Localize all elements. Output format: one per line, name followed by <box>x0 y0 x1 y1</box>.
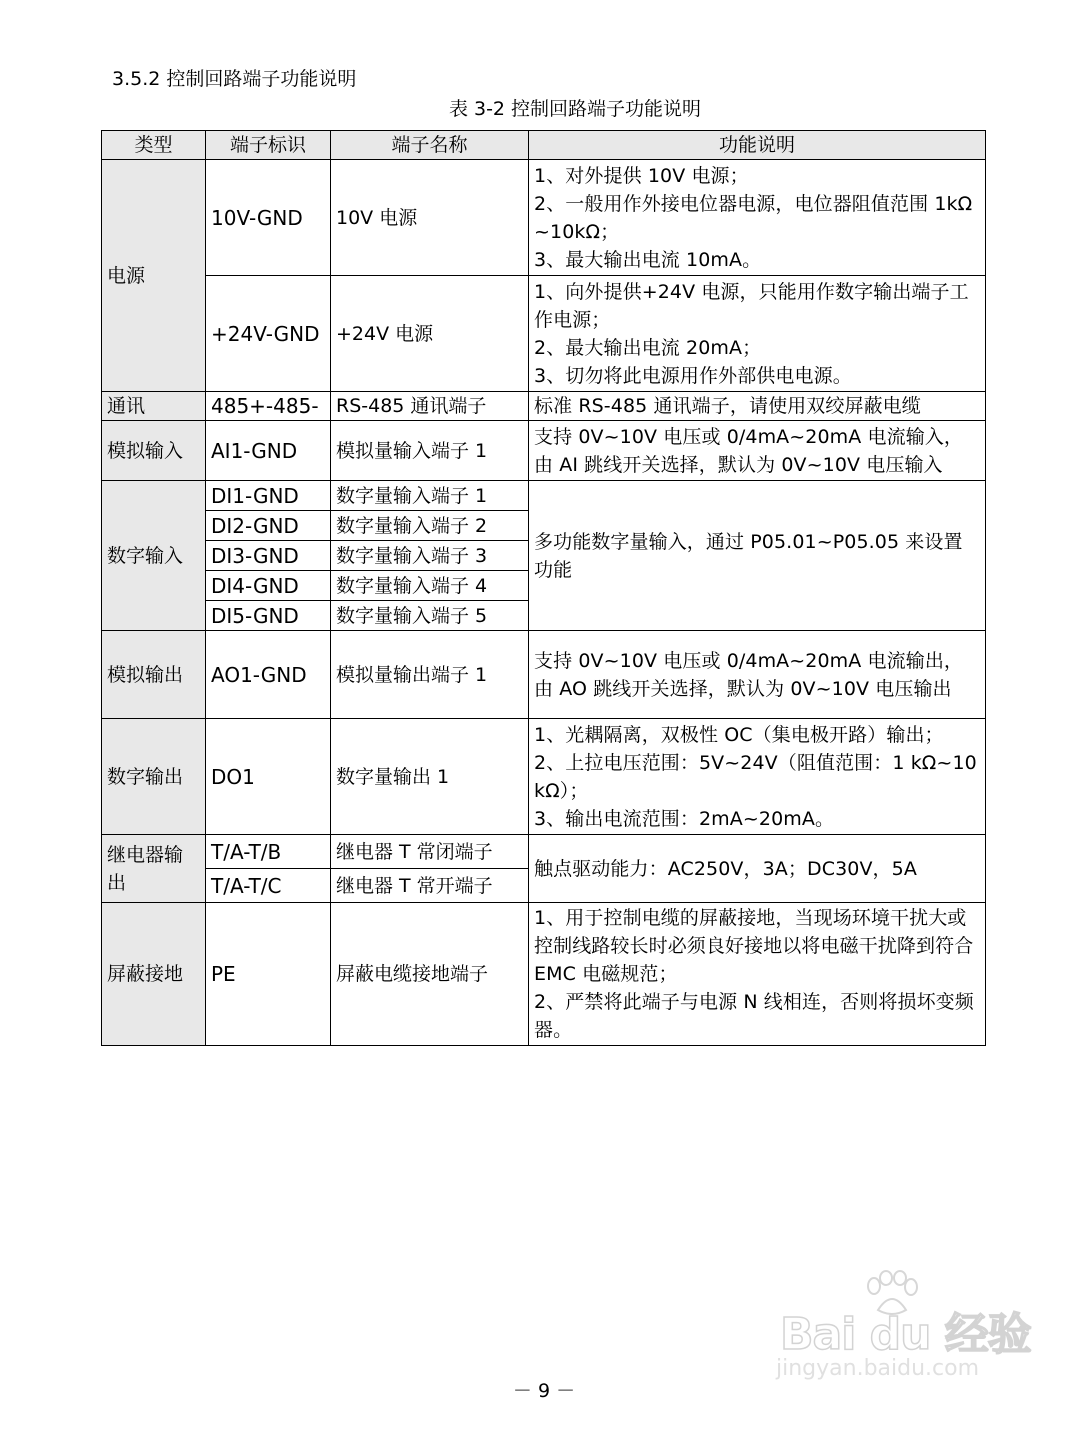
terminal-id-cell: T/A-T/C <box>206 869 331 903</box>
table-caption: 表 3-2 控制回路端子功能说明 <box>448 98 702 120</box>
terminal-name-cell: RS-485 通讯端子 <box>331 392 529 421</box>
terminal-name-cell: 继电器 T 常开端子 <box>331 869 529 903</box>
function-line: 2、最大输出电流 20mA； <box>534 336 762 359</box>
function-cell <box>529 392 986 421</box>
terminal-id-cell: DI4-GND <box>206 571 331 601</box>
table-header-row <box>102 131 986 160</box>
table-row <box>102 421 986 481</box>
function-line: 3、切勿将此电源用作外部供电电源。 <box>534 364 852 387</box>
table-row <box>102 631 986 719</box>
terminal-id-cell: +24V-GND <box>206 276 331 392</box>
function-line: 2、严禁将此端子与电源 N 线相连，否则将损坏变频器。 <box>534 991 974 1041</box>
table-row <box>102 835 986 869</box>
terminal-name-cell: 数字量输入端子 4 <box>331 571 529 601</box>
header-terminal-id: 端子标识 <box>206 131 331 160</box>
function-line: 支持 0V~10V 电压或 0/4mA~20mA 电流输出，由 AO 跳线开关选择，默认为 0V~10V 电压输出 <box>534 649 964 700</box>
function-line: 3、输出电流范围：2mA~20mA。 <box>534 807 835 830</box>
terminal-id-cell: T/A-T/B <box>206 835 331 869</box>
header-terminal-name: 端子名称 <box>331 131 529 160</box>
terminal-name-cell: 数字量输入端子 5 <box>331 601 529 631</box>
function-line: 3、最大输出电流 10mA。 <box>534 248 762 271</box>
function-cell <box>529 160 986 276</box>
terminal-name-cell: 屏蔽电缆接地端子 <box>331 903 529 1046</box>
terminal-id-cell: DI5-GND <box>206 601 331 631</box>
function-cell <box>529 903 986 1046</box>
terminal-name-cell: 数字量输入端子 3 <box>331 541 529 571</box>
type-cell-digital-input: 数字输入 <box>102 481 206 631</box>
table-row <box>102 160 986 276</box>
function-cell-shared <box>529 835 986 903</box>
terminal-name-cell: 继电器 T 常闭端子 <box>331 835 529 869</box>
header-type: 类型 <box>102 131 206 160</box>
table-row <box>102 719 986 835</box>
terminal-id-cell: DI3-GND <box>206 541 331 571</box>
function-cell <box>529 421 986 481</box>
watermark-logo-text: Bai du 经验 <box>780 1309 1031 1360</box>
terminal-id-cell: 10V-GND <box>206 160 331 276</box>
terminal-name-cell: 数字量输入端子 2 <box>331 511 529 541</box>
function-line: 支持 0V~10V 电压或 0/4mA~20mA 电流输入，由 AI 跳线开关选择，默认为 0V~10V 电压输入 <box>534 425 964 476</box>
function-line: 多功能数字量输入，通过 P05.01~P05.05 来设置功能 <box>534 530 963 581</box>
table-row <box>102 481 986 511</box>
function-cell <box>529 631 986 719</box>
terminal-id-cell: PE <box>206 903 331 1046</box>
table-row <box>102 903 986 1046</box>
type-cell-shield-ground: 屏蔽接地 <box>102 903 206 1046</box>
terminal-name-cell: 模拟量输入端子 1 <box>331 421 529 481</box>
function-line: 2、上拉电压范围：5V~24V（阻值范围：1 kΩ~10 kΩ）； <box>534 751 977 802</box>
terminal-id-cell: DI1-GND <box>206 481 331 511</box>
terminal-id-cell: AI1-GND <box>206 421 331 481</box>
type-cell-digital-output: 数字输出 <box>102 719 206 835</box>
function-line: 触点驱动能力：AC250V，3A；DC30V，5A <box>534 857 917 880</box>
header-function: 功能说明 <box>529 131 986 160</box>
terminal-name-cell: +24V 电源 <box>331 276 529 392</box>
terminal-function-table <box>101 130 986 1046</box>
baidu-jingyan-watermark <box>770 1270 1031 1400</box>
type-cell-communication: 通讯 <box>102 392 206 421</box>
type-cell-power: 电源 <box>102 160 206 392</box>
terminal-id-cell: DO1 <box>206 719 331 835</box>
function-line: 1、向外提供+24V 电源，只能用作数字输出端子工作电源； <box>534 280 969 331</box>
section-heading: 3.5.2 控制回路端子功能说明 <box>112 68 357 90</box>
terminal-id-cell: AO1-GND <box>206 631 331 719</box>
table-row <box>102 276 986 392</box>
terminal-id-cell: DI2-GND <box>206 511 331 541</box>
terminal-name-cell: 数字量输出 1 <box>331 719 529 835</box>
terminal-name-cell: 模拟量输出端子 1 <box>331 631 529 719</box>
watermark-url: jingyan.baidu.com <box>776 1356 980 1381</box>
function-line: 2、一般用作外接电位器电源，电位器阻值范围 1kΩ~10kΩ； <box>534 192 973 243</box>
function-line: 1、光耦隔离，双极性 OC（集电极开路）输出； <box>534 723 944 746</box>
type-cell-analog-output: 模拟输出 <box>102 631 206 719</box>
table-row <box>102 392 986 421</box>
type-cell-analog-input: 模拟输入 <box>102 421 206 481</box>
function-cell <box>529 276 986 392</box>
function-line: 标准 RS-485 通讯端子，请使用双绞屏蔽电缆 <box>534 395 921 417</box>
terminal-id-cell: 485+-485- <box>206 392 331 421</box>
terminal-name-cell: 数字量输入端子 1 <box>331 481 529 511</box>
page-number: － 9 － <box>512 1380 576 1402</box>
function-cell-shared <box>529 481 986 631</box>
type-cell-relay-output: 继电器输出 <box>102 835 206 903</box>
function-line: 1、对外提供 10V 电源； <box>534 164 749 187</box>
terminal-name-cell: 10V 电源 <box>331 160 529 276</box>
function-cell <box>529 719 986 835</box>
function-line: 1、用于控制电缆的屏蔽接地，当现场环境干扰大或控制线路较长时必须良好接地以将电磁干扰降到符合 EMC 电磁规范； <box>534 907 974 985</box>
